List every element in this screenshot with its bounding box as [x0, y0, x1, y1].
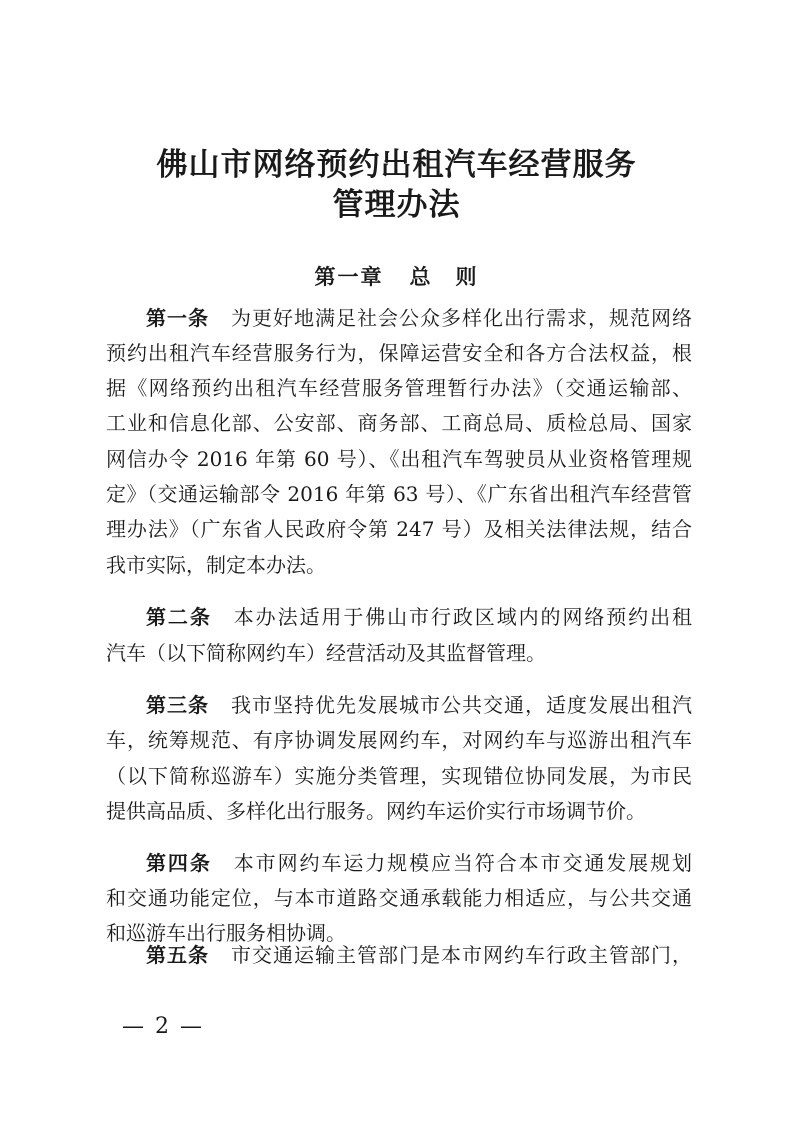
article-4-line-3: 和巡游车出行服务相协调。 [106, 921, 346, 945]
article-1-line-4: 工业和信息化部、公安部、商务部、工商总局、质检总局、国家 [106, 411, 692, 435]
article-1-line-8: 我市实际，制定本办法。 [106, 553, 326, 577]
article-5-line-1: 第五条 市交通运输主管部门是本市网约车行政主管部门， [146, 943, 692, 967]
article-1-line-1: 第一条 为更好地满足社会公众多样化出行需求，规范网络 [146, 306, 692, 330]
page-number: — 2 — [122, 1014, 204, 1039]
article-3-label: 第三条 [146, 693, 209, 717]
article-3-line-2: 车，统筹规范、有序协调发展网约车，对网约车与巡游出租汽车 [106, 728, 692, 752]
chapter-heading [0, 262, 793, 292]
document-title-line-1: 佛山市网络预约出租汽车经营服务 [156, 147, 637, 183]
article-3-line-3: （以下简称巡游车）实施分类管理，实现错位协同发展，为市民 [106, 764, 692, 788]
article-1-line-6: 定》（交通运输部令 2016 年第 63 号）、《广东省出租汽车经营管 [106, 482, 692, 506]
article-2-line-2: 汽车（以下简称网约车）经营活动及其监督管理。 [106, 641, 546, 665]
article-4-label: 第四条 [146, 851, 212, 875]
article-1-line-2: 预约出租汽车经营服务行为，保障运营安全和各方合法权益，根 [106, 341, 692, 365]
article-3-line-1: 第三条 我市坚持优先发展城市公共交通，适度发展出租汽 [146, 693, 692, 717]
article-1-line-5: 网信办令 2016 年第 60 号）、《出租汽车驾驶员从业资格管理规 [106, 447, 692, 471]
article-2-label: 第二条 [146, 605, 212, 629]
chapter-name: 总 则 [409, 264, 479, 289]
article-1-line-3: 据《网络预约出租汽车经营服务管理暂行办法》（交通运输部、 [106, 376, 692, 400]
article-1-line-7: 理办法》（广东省人民政府令第 247 号）及相关法律法规，结合 [106, 517, 692, 541]
article-2-line-1: 第二条 本办法适用于佛山市行政区域内的网络预约出租 [146, 605, 693, 629]
article-3-line-4: 提供高品质、多样化出行服务。网约车运价实行市场调节价。 [106, 799, 646, 823]
chapter-number: 第一章 [314, 264, 384, 289]
article-1-label: 第一条 [146, 306, 209, 330]
article-4-line-2: 和交通功能定位，与本市道路交通承载能力相适应，与公共交通 [106, 886, 692, 910]
document-title-line-2: 管理办法 [332, 187, 461, 223]
article-4-line-1: 第四条 本市网约车运力规模应当符合本市交通发展规划 [146, 851, 693, 875]
article-5-label: 第五条 [146, 943, 209, 967]
